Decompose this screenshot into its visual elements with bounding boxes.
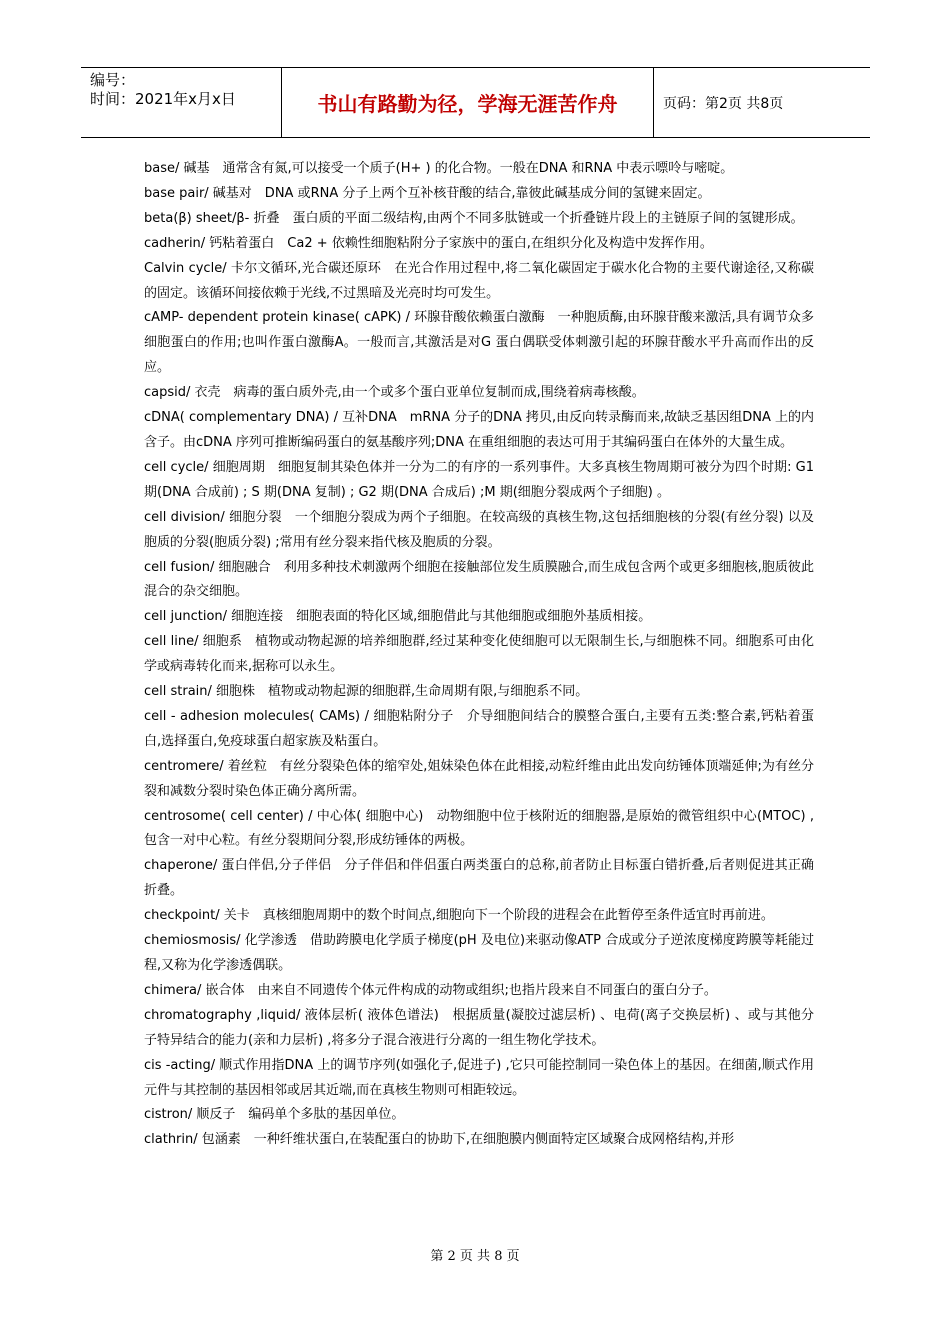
glossary-entry: cistron/ 顺反子 编码单个多肽的基因单位。	[144, 1107, 405, 1123]
header-left-cell	[81, 68, 282, 137]
glossary-entry: chimera/ 嵌合体 由来自不同遗传个体元件构成的动物或组织;也指片段来自不同蛋白的蛋白分子。	[144, 982, 717, 998]
page-header	[81, 67, 870, 138]
glossary-entry: cell - adhesion molecules( CAMs) / 细胞粘附分子 介导细胞间结合的膜整合蛋白,主要有五类:整合素,钙粘着蛋白,选择蛋白,免疫球蛋白超家族及粘蛋白。	[144, 708, 814, 749]
glossary-entry: cell strain/ 细胞株 植物或动物起源的细胞群,生命周期有限,与细胞系不同。	[144, 684, 589, 700]
glossary-content	[144, 157, 814, 1153]
header-motto: 书山有路勤为径，学海无涯苦作舟	[282, 68, 654, 137]
glossary-entry: cell fusion/ 细胞融合 利用多种技术刺激两个细胞在接触部位发生质膜融合,而生成包含两个或更多细胞核,胞质彼此混合的杂交细胞。	[144, 559, 814, 600]
glossary-entry: cell division/ 细胞分裂 一个细胞分裂成为两个子细胞。在较高级的真核生物,这包括细胞核的分裂(有丝分裂) 以及胞质的分裂(胞质分裂) ;常用有丝分裂来指代核及胞质的分裂。	[144, 509, 814, 550]
glossary-entry: cDNA( complementary DNA) / 互补DNA mRNA 分子的DNA 拷贝,由反向转录酶而来,故缺乏基因组DNA 上的内含子。由cDNA 序列可推断编码蛋白的氨基酸序列;DNA 在重组细胞的表达可用于其编码蛋白在体外的大量生成。	[144, 410, 814, 450]
glossary-entry: centromere/ 着丝粒 有丝分裂染色体的缩窄处,姐妹染色体在此相接,动粒纤维由此出发向纺锤体顶端延伸;为有丝分裂和减数分裂时染色体正确分离所需。	[144, 758, 814, 799]
glossary-entry: chemiosmosis/ 化学渗透 借助跨膜电化学质子梯度(pH 及电位)来驱动像ATP 合成或分子逆浓度梯度跨膜等耗能过程,又称为化学渗透偶联。	[144, 933, 814, 973]
glossary-entry: base pair/ 碱基对 DNA 或RNA 分子上两个互补核苷酸的结合,靠彼此碱基成分间的氢键来固定。	[144, 185, 711, 201]
glossary-entry: cell junction/ 细胞连接 细胞表面的特化区域,细胞借此与其他细胞或细胞外基质相接。	[144, 609, 652, 625]
glossary-entry: cadherin/ 钙粘着蛋白 Ca2 + 依赖性细胞粘附分子家族中的蛋白,在组织分化及构造中发挥作用。	[144, 235, 713, 251]
header-page-info: 页码：第2页 共8页	[663, 95, 784, 112]
glossary-entry: chaperone/ 蛋白伴侣,分子伴侣 分子伴侣和伴侣蛋白两类蛋白的总称,前者防止目标蛋白错折叠,后者则促进其正确折叠。	[144, 858, 814, 899]
glossary-entry: clathrin/ 包涵素 一种纤维状蛋白,在装配蛋白的协助下,在细胞膜内侧面特定区域聚合成网格结构,并形	[144, 1132, 735, 1148]
glossary-entry: cis -acting/ 顺式作用指DNA 上的调节序列(如强化子,促进子) ,它只可能控制同一染色体上的基因。在细菌,顺式作用元件与其控制的基因相邻或居其近端,而在真核生物则可相距较远。	[144, 1057, 814, 1098]
page-footer: 第 2 页 共 8 页	[430, 1249, 520, 1264]
glossary-entry: centrosome( cell center) / 中心体( 细胞中心) 动物细胞中位于核附近的细胞器,是原始的微管组织中心(MTOC) ,包含一对中心粒。有丝分裂期间分裂,形成纺锤体的两极。	[144, 808, 814, 849]
glossary-entry: capsid/ 衣壳 病毒的蛋白质外壳,由一个或多个蛋白亚单位复制而成,围绕着病毒核酸。	[144, 385, 645, 401]
document-number-label: 编号：	[90, 71, 136, 89]
document-date: 时间：2021年x月x日	[90, 90, 236, 108]
glossary-entry: Calvin cycle/ 卡尔文循环,光合碳还原环 在光合作用过程中,将二氧化碳固定于碳水化合物的主要代谢途径,又称碳的固定。该循环间接依赖于光线,不过黑暗及光亮时均可发生。	[144, 260, 814, 301]
glossary-entry: base/ 碱基 通常含有氮,可以接受一个质子(H+ ) 的化合物。一般在DNA 和RNA 中表示嘌呤与嘧啶。	[144, 161, 734, 176]
glossary-entry: cell line/ 细胞系 植物或动物起源的培养细胞群,经过某种变化使细胞可以无限制生长,与细胞株不同。细胞系可由化学或病毒转化而来,据称可以永生。	[144, 634, 814, 675]
glossary-entry: chromatography ,liquid/ 液体层析( 液体色谱法) 根据质量(凝胶过滤层析) 、电荷(离子交换层析) 、或与其他分子特异结合的能力(亲和力层析) ,将多分子混合液进行分离的一组生物化学技术。	[144, 1007, 814, 1048]
glossary-entry: beta(β) sheet/β- 折叠 蛋白质的平面二级结构,由两个不同多肽链或一个折叠链片段上的主链原子间的氢键形成。	[144, 210, 804, 226]
glossary-entry: cell cycle/ 细胞周期 细胞复制其染色体并一分为二的有序的一系列事件。大多真核生物周期可被分为四个时期: G1 期(DNA 合成前) ; S 期(DNA 复制) ; G2 期(DNA 合成后) ;M 期(细胞分裂成两个子细胞) 。	[144, 459, 814, 500]
glossary-entry: checkpoint/ 关卡 真核细胞周期中的数个时间点,细胞向下一个阶段的进程会在此暂停至条件适宜时再前进。	[144, 908, 774, 924]
glossary-entry: cAMP- dependent protein kinase( cAPK) / 环腺苷酸依赖蛋白激酶 一种胞质酶,由环腺苷酸来激活,具有调节众多细胞蛋白的作用;也叫作蛋白激酶A。一般而言,其激活是对G 蛋白偶联受体刺激引起的环腺苷酸水平升高而作出的反应。	[144, 310, 814, 376]
